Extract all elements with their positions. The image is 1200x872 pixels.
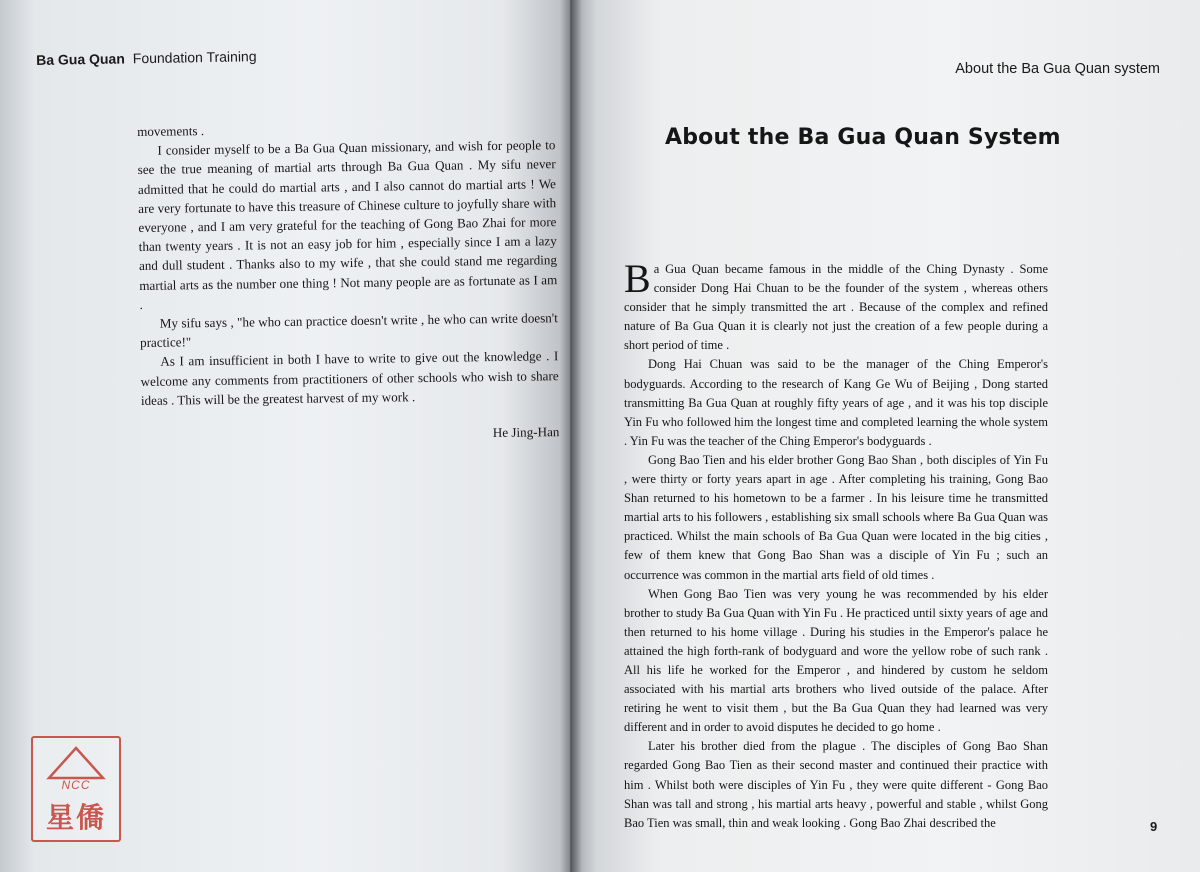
right-body-text [624, 256, 1048, 833]
right-paragraph-0-text: a Gua Quan became famous in the middle of the Ching Dynasty . Some consider Dong Hai Chuan to be the founder of the system , whereas others consider that he simply transmitted the art . Because of the complex and refined nature of Ba Gua Quan it is clearly not just the creation of a few people during a short period of time . [624, 262, 1048, 353]
left-body-text [137, 116, 560, 447]
drop-cap: B [624, 256, 651, 301]
chapter-title: About the Ba Gua Quan System [665, 125, 1061, 150]
left-paragraph-3: As I am insufficient in both I have to write to give out the knowledge . I welcome any comments from practitioners of other schools who wish to share ideas . This will be the greatest harvest of my work . [140, 348, 559, 408]
ncc-watermark-seal [31, 736, 121, 842]
right-paragraph-2: Gong Bao Tien and his elder brother Gong Bao Shan , both disciples of Yin Fu , were thirty or forty years apart in age . After completing his training, Gong Bao Shan returned to his hometown to be a farmer . In his leisure time he transmitted martial arts to his followers , establishing six small schools where Ba Gua Quan was practiced. Whilst the main schools of Ba Gua Quan were located in the big cities , few of them knew that Gong Bao Shan was a disciple of Yin Fu ; such an occurrence was common in the martial arts field of old times . [624, 452, 1048, 582]
left-paragraph-1: I consider myself to be a Ba Gua Quan missionary, and wish for people to see the true meaning of martial arts through Ba Gua Quan . My sifu never admitted that he could do martial arts , and I also cannot do martial arts ! We are very fortunate to have this treasure of Chinese culture to joyfully share with everyone , and I am very grateful for the teaching of Gong Bao Zhai for more than twenty years . It is not an easy job for him , especially since I am a lazy and dull student . Thanks also to my wife , that she could stand me regarding martial arts as the number one thing ! Not many people are as fortunate as I am . [137, 137, 558, 312]
left-paragraph-2: My sifu says , "he who can practice doesn't write , he who can write doesn't practice!" [139, 310, 558, 351]
right-paragraph-1: Dong Hai Chuan was said to be the manager of the Ching Emperor's bodyguards. According to the research of Kang Ge Wu of Beijing , Dong started transmitting Ba Gua Quan at roughly fifty years of age , and it was his top disciple Yin Fu who followed him the longest time and completed learning the whole system . Yin Fu was the teacher of the Ching Emperor's bodyguards . [624, 357, 1048, 448]
triangle-logo-icon [46, 746, 106, 780]
left-page [0, 0, 570, 872]
seal-letters: NCC [61, 778, 91, 792]
running-header-right: About the Ba Gua Quan system [955, 61, 1160, 77]
right-paragraph-3: When Gong Bao Tien was very young he was recommended by his elder brother to study Ba Gua Quan with Yin Fu . He practiced until sixty years of age and then returned to his home village . During his studies in the Emperor's palace he attained the high forth-rank of bodyguard and wore the yellow robe of such rank . All his life he worked for the Emperor , and hindered by custom he seldom associated with his martial arts brothers who lived outside of the palace. After retiring he went to visit them , but the Ba Gua Quan they had learned was very different and in order to avoid disputes he decided to go home . [624, 586, 1048, 735]
right-paragraph-0 [624, 256, 1048, 355]
running-header-bold: Ba Gua Quan [36, 50, 125, 68]
right-paragraph-4: Later his brother died from the plague . The disciples of Gong Bao Shan regarded Gong Bao Tien as their second master and continued their practice with him . Whilst both were disciples of Yin Fu , they were quite different - Gong Bao Shan was tall and strong , his martial arts heavy , powerful and stable , whilst Gong Bao Tien was small, thin and weak looking . Gong Bao Zhai described the [624, 739, 1048, 830]
page-number: 9 [1150, 819, 1158, 834]
author-signature: He Jing-Han [492, 424, 560, 441]
book-gutter [560, 0, 582, 872]
running-header-left [36, 48, 257, 68]
running-header-regular: Foundation Training [132, 48, 257, 67]
left-paragraph-0: movements . [137, 123, 205, 139]
seal-characters: 星僑 [45, 801, 106, 834]
